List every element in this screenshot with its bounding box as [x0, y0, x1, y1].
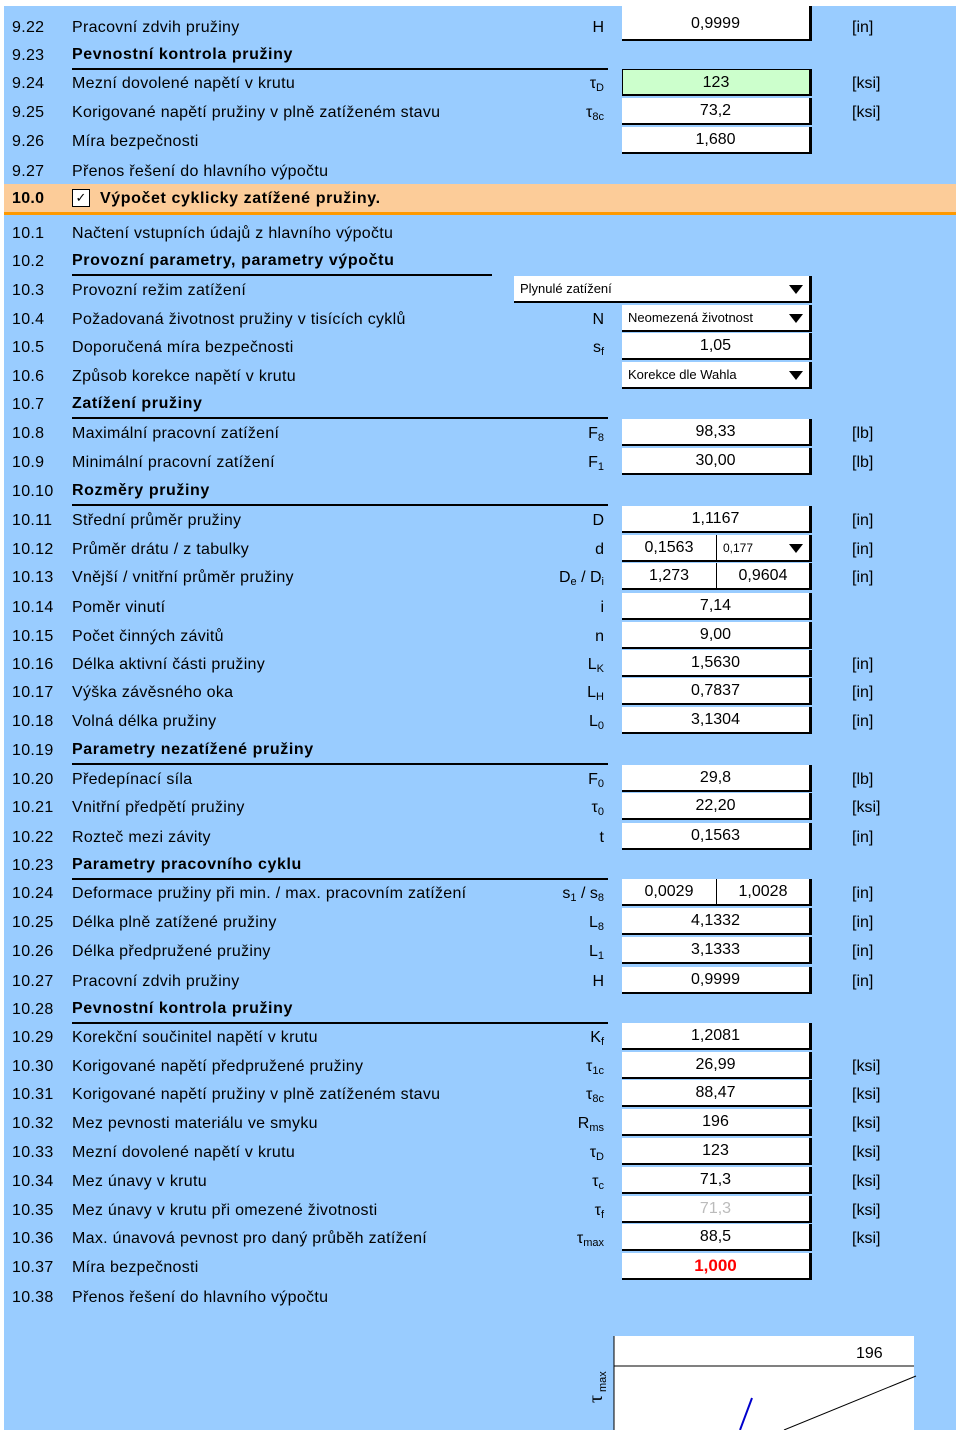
chevron-down-icon[interactable] — [789, 371, 803, 380]
row-10-30 — [4, 1051, 956, 1080]
symbol: $\tau_f$ — [594, 1202, 604, 1221]
row-label: Rozteč mezi závity — [72, 829, 211, 846]
row-number: 9.22 — [12, 19, 45, 36]
row-number: 10.6 — [12, 368, 45, 385]
row-number: 10.27 — [12, 973, 54, 990]
symbol: $\tau_0$ — [591, 799, 604, 818]
symbol: H — [592, 973, 604, 990]
row-label: Pracovní zdvih pružiny — [72, 973, 240, 990]
row-label: Mez únavy v krutu — [72, 1173, 207, 1190]
unit: [in] — [852, 684, 874, 701]
value-cell[interactable]: 3,1333 — [622, 937, 812, 964]
row-10-29 — [4, 1022, 956, 1051]
symbol: $\tau_D$ — [589, 75, 604, 94]
row-label: Výška závěsného oka — [72, 684, 234, 701]
row-number: 10.32 — [12, 1115, 54, 1132]
unit: [ksi] — [852, 1115, 881, 1132]
row-number: 10.16 — [12, 656, 54, 673]
row-number: 9.25 — [12, 104, 45, 121]
row-number: 10.13 — [12, 569, 54, 586]
row-number: 10.11 — [12, 512, 53, 529]
row-label: Korigované napětí pružiny v plně zatíženém stavu — [72, 104, 441, 121]
row-number: 10.4 — [12, 311, 45, 328]
chart-tick-label: 196 — [856, 1345, 883, 1362]
row-10-17 — [4, 677, 956, 706]
row-number: 10.21 — [12, 799, 54, 816]
value-cell[interactable]: 1,0028 — [717, 879, 812, 906]
value-cell[interactable]: 7,14 — [622, 593, 812, 620]
value-cell[interactable]: 9,00 — [622, 622, 812, 649]
wire-diameter-dropdown[interactable] — [717, 535, 812, 562]
row-10-22 — [4, 822, 956, 851]
safety-factor-cell[interactable]: 1,000 — [622, 1253, 812, 1280]
symbol: $F_0$ — [588, 771, 604, 790]
dropdown-value: 0,177 — [723, 541, 754, 555]
unit: [in] — [852, 973, 874, 990]
value-cell[interactable]: 0,9604 — [717, 563, 812, 590]
row-9-26 — [4, 126, 956, 155]
row-label: Střední průměr pružiny — [72, 512, 242, 529]
section-title: Výpočet cyklicky zatížené pružiny. — [100, 190, 381, 207]
row-number: 10.25 — [12, 914, 54, 931]
row-number: 10.7 — [12, 396, 45, 413]
symbol: D — [592, 512, 604, 529]
row-10-4 — [4, 304, 956, 333]
row-10-32 — [4, 1108, 956, 1137]
load-mode-dropdown[interactable] — [514, 276, 812, 303]
row-number: 10.10 — [12, 483, 54, 500]
row-number: 9.27 — [12, 163, 45, 180]
dropdown-value: Neomezená životnost — [628, 310, 754, 325]
symbol: $s_1 / s_8$ — [562, 885, 604, 904]
unit: [in] — [852, 914, 874, 931]
section-title: Parametry nezatížené pružiny — [72, 741, 314, 758]
row-10-3 — [4, 275, 956, 304]
unit: [in] — [852, 829, 874, 846]
unit: [in] — [852, 713, 874, 730]
chart-y-label — [585, 1371, 609, 1403]
value-cell[interactable]: 1,273 — [622, 563, 717, 590]
value-cell[interactable]: 196 — [622, 1109, 812, 1136]
row-number: 10.28 — [12, 1001, 54, 1018]
row-10-18 — [4, 706, 956, 735]
row-label: Maximální pracovní zatížení — [72, 425, 280, 442]
unit: [ksi] — [852, 1230, 881, 1247]
row-number: 10.38 — [12, 1289, 54, 1306]
section-checkbox[interactable]: ✓ — [72, 189, 90, 207]
row-label: Korigované napětí předpružené pružiny — [72, 1058, 364, 1075]
symbol: $\tau_{max}$ — [576, 1230, 604, 1249]
symbol: $s_f$ — [592, 339, 604, 358]
row-number: 10.17 — [12, 684, 54, 701]
section-title: Pevnostní kontrola pružiny — [72, 46, 293, 63]
row-number: 10.2 — [12, 253, 45, 270]
row-number: 10.19 — [12, 742, 54, 759]
value-cell[interactable]: 29,8 — [622, 765, 812, 792]
unit: [in] — [852, 569, 874, 586]
symbol: $L_0$ — [588, 713, 604, 732]
symbol: $\tau_D$ — [589, 1144, 604, 1163]
value-cell[interactable]: 0,1563 — [622, 823, 812, 850]
symbol: d — [595, 541, 604, 558]
value-cell[interactable]: 71,3 — [622, 1167, 812, 1194]
row-label: Volná délka pružiny — [72, 713, 217, 730]
row-number: 10.29 — [12, 1029, 54, 1046]
symbol: $\tau_c$ — [592, 1173, 604, 1192]
row-label: Průměr drátu / z tabulky — [72, 541, 250, 558]
row-number: 9.23 — [12, 47, 45, 64]
row-label: Mez pevnosti materiálu ve smyku — [72, 1115, 318, 1132]
transfer-link[interactable]: Přenos řešení do hlavního výpočtu — [72, 1289, 329, 1306]
chart-y-label-sub: max — [597, 1371, 609, 1392]
transfer-link[interactable]: Přenos řešení do hlavního výpočtu — [72, 163, 329, 180]
unit: [ksi] — [852, 1173, 881, 1190]
chevron-down-icon[interactable] — [789, 285, 803, 294]
row-label: Minimální pracovní zatížení — [72, 454, 275, 471]
row-label: Předepínací síla — [72, 771, 193, 788]
unit: [ksi] — [852, 799, 881, 816]
row-label: Mezní dovolené napětí v krutu — [72, 1144, 296, 1161]
row-10-11 — [4, 505, 956, 534]
row-10-16 — [4, 649, 956, 678]
row-10-35 — [4, 1195, 956, 1224]
row-number: 10.36 — [12, 1230, 54, 1247]
section-title: Rozměry pružiny — [72, 482, 210, 499]
row-9-27[interactable] — [4, 156, 956, 185]
row-number: 10.26 — [12, 943, 54, 960]
symbol: $L_K$ — [587, 656, 604, 675]
value-cell[interactable]: 1,05 — [622, 333, 812, 360]
unit: [in] — [852, 512, 874, 529]
row-label: Pracovní zdvih pružiny — [72, 19, 240, 36]
row-10-38[interactable] — [4, 1282, 956, 1311]
symbol: $F_8$ — [588, 425, 604, 444]
unit: [lb] — [852, 771, 874, 788]
value-cell[interactable]: 3,1304 — [622, 707, 812, 734]
value-cell[interactable]: 4,1332 — [622, 908, 812, 935]
section-header — [4, 994, 956, 1023]
symbol: i — [600, 599, 604, 616]
value-cell[interactable]: 30,00 — [622, 448, 812, 475]
chart-y-label-symbol: τ — [585, 1394, 607, 1403]
value-cell-disabled: 71,3 — [622, 1196, 812, 1223]
value-cell[interactable]: 26,99 — [622, 1052, 812, 1079]
row-label: Poměr vinutí — [72, 599, 166, 616]
unit: [in] — [852, 19, 874, 36]
row-number: 10.31 — [12, 1086, 54, 1103]
row-number: 10.5 — [12, 339, 45, 356]
row-number: 10.3 — [12, 282, 45, 299]
value-cell[interactable]: 1,2081 — [622, 1023, 812, 1050]
row-label: Délka aktivní části pružiny — [72, 656, 266, 673]
unit: [ksi] — [852, 1086, 881, 1103]
row-10-14 — [4, 592, 956, 621]
value-cell[interactable]: 0,7837 — [622, 678, 812, 705]
symbol: $D_e / D_i$ — [558, 569, 604, 588]
row-10-8 — [4, 418, 956, 447]
symbol: $L_8$ — [588, 914, 604, 933]
chevron-down-icon[interactable] — [789, 544, 803, 553]
unit: [lb] — [852, 425, 874, 442]
unit: [ksi] — [852, 1202, 881, 1219]
row-10-6 — [4, 361, 956, 390]
row-10-12 — [4, 534, 956, 563]
row-label: Požadovaná životnost pružiny v tisících cyklů — [72, 311, 406, 328]
row-label: Mez únavy v krutu při omezené životnosti — [72, 1202, 378, 1219]
section-title: Zatížení pružiny — [72, 395, 203, 412]
row-10-36 — [4, 1223, 956, 1252]
row-9-25 — [4, 97, 956, 126]
value-cell[interactable]: 73,2 — [622, 98, 812, 125]
section-10-header — [4, 184, 956, 215]
dropdown-value: Plynulé zatížení — [520, 281, 612, 296]
symbol: $\tau_{8c}$ — [586, 104, 604, 123]
section-header — [4, 476, 956, 505]
value-cell[interactable]: 123 — [622, 1138, 812, 1165]
row-number: 10.35 — [12, 1202, 54, 1219]
row-label: Korigované napětí pružiny v plně zatíženém stavu — [72, 1086, 441, 1103]
row-9-24 — [4, 68, 956, 97]
row-10-25 — [4, 907, 956, 936]
value-cell[interactable]: 88,5 — [622, 1224, 812, 1251]
row-label: Vnitřní předpětí pružiny — [72, 799, 245, 816]
row-10-37 — [4, 1252, 956, 1281]
unit: [ksi] — [852, 1058, 881, 1075]
row-10-24 — [4, 878, 956, 907]
row-label: Provozní režim zatížení — [72, 282, 247, 299]
unit: [in] — [852, 541, 874, 558]
symbol: $L_H$ — [587, 684, 604, 703]
row-label: Míra bezpečnosti — [72, 133, 199, 150]
correction-dropdown[interactable] — [622, 362, 812, 389]
row-number: 10.30 — [12, 1058, 54, 1075]
fatigue-chart — [4, 1328, 956, 1430]
value-cell[interactable]: 0,9999 — [622, 967, 812, 994]
load-inputs-link[interactable]: Načtení vstupních údajů z hlavního výpočtu — [72, 225, 394, 242]
symbol: $K_f$ — [590, 1029, 604, 1048]
row-10-1[interactable] — [4, 218, 956, 247]
value-cell[interactable]: 1,680 — [622, 127, 812, 154]
section-title: Parametry pracovního cyklu — [72, 856, 302, 873]
row-label: Korekční součinitel napětí v krutu — [72, 1029, 318, 1046]
row-number: 10.37 — [12, 1259, 54, 1276]
row-number: 10.9 — [12, 454, 45, 471]
unit: [ksi] — [852, 104, 881, 121]
row-10-5 — [4, 332, 956, 361]
section-header — [4, 735, 956, 764]
row-10-13 — [4, 562, 956, 591]
unit: [in] — [852, 943, 874, 960]
unit: [ksi] — [852, 75, 881, 92]
row-10-27 — [4, 966, 956, 995]
row-number: 10.33 — [12, 1144, 54, 1161]
row-number: 10.24 — [12, 885, 54, 902]
row-number: 9.24 — [12, 75, 45, 92]
value-cell[interactable]: 88,47 — [622, 1080, 812, 1107]
symbol: H — [592, 19, 604, 36]
chevron-down-icon[interactable] — [789, 314, 803, 323]
row-number: 10.14 — [12, 599, 54, 616]
row-label: Deformace pružiny při min. / max. pracovním zatížení — [72, 885, 467, 902]
row-label: Mezní dovolené napětí v krutu — [72, 75, 296, 92]
value-cell[interactable]: 22,20 — [622, 793, 812, 820]
lifetime-dropdown[interactable] — [622, 305, 812, 332]
row-10-33 — [4, 1137, 956, 1166]
section-header — [4, 850, 956, 879]
row-number: 10.18 — [12, 713, 54, 730]
dropdown-value: Korekce dle Wahla — [628, 367, 737, 382]
row-10-15 — [4, 621, 956, 650]
value-cell[interactable]: 1,5630 — [622, 650, 812, 677]
section-header — [4, 246, 956, 275]
row-label: Způsob korekce napětí v krutu — [72, 368, 296, 385]
row-label: Doporučená míra bezpečnosti — [72, 339, 294, 356]
spreadsheet-sheet — [4, 6, 956, 1430]
row-label: Max. únavová pevnost pro daný průběh zatížení — [72, 1230, 428, 1247]
symbol: $R_{ms}$ — [577, 1115, 604, 1134]
row-number: 9.26 — [12, 133, 45, 150]
row-10-34 — [4, 1166, 956, 1195]
row-number: 10.23 — [12, 857, 54, 874]
section-header — [4, 40, 956, 69]
symbol: n — [595, 628, 604, 645]
row-9-22 — [4, 12, 956, 41]
value-cell[interactable]: 1,1167 — [622, 506, 812, 533]
row-10-21 — [4, 792, 956, 821]
unit: [in] — [852, 656, 874, 673]
unit: [in] — [852, 885, 874, 902]
symbol: N — [592, 311, 604, 328]
row-number: 10.0 — [12, 190, 45, 207]
value-cell[interactable]: 0,1563 — [622, 535, 717, 562]
row-label: Vnější / vnitřní průměr pružiny — [72, 569, 294, 586]
row-10-26 — [4, 936, 956, 965]
row-label: Délka předpružené pružiny — [72, 943, 271, 960]
section-header — [4, 389, 956, 418]
symbol: t — [599, 829, 604, 846]
row-label: Míra bezpečnosti — [72, 1259, 199, 1276]
row-number: 10.12 — [12, 541, 54, 558]
symbol: $L_1$ — [588, 943, 604, 962]
row-label: Počet činných závitů — [72, 628, 224, 645]
row-10-9 — [4, 447, 956, 476]
symbol: $F_1$ — [588, 454, 604, 473]
row-number: 10.34 — [12, 1173, 54, 1190]
value-cell[interactable]: 0,0029 — [622, 879, 717, 906]
value-cell[interactable]: 0,9999 — [622, 6, 812, 41]
row-number: 10.15 — [12, 628, 54, 645]
value-cell[interactable]: 98,33 — [622, 419, 812, 446]
row-label: Délka plně zatížené pružiny — [72, 914, 277, 931]
section-title: Pevnostní kontrola pružiny — [72, 1000, 293, 1017]
row-number: 10.22 — [12, 829, 54, 846]
symbol: $\tau_{1c}$ — [586, 1058, 604, 1077]
row-number: 10.20 — [12, 771, 54, 788]
row-10-20 — [4, 764, 956, 793]
row-number: 10.8 — [12, 425, 45, 442]
row-number: 10.1 — [12, 225, 45, 242]
input-cell[interactable]: 123 — [622, 69, 812, 96]
unit: [ksi] — [852, 1144, 881, 1161]
row-10-31 — [4, 1079, 956, 1108]
unit: [lb] — [852, 454, 874, 471]
section-title: Provozní parametry, parametry výpočtu — [72, 252, 395, 269]
symbol: $\tau_{8c}$ — [586, 1086, 604, 1105]
